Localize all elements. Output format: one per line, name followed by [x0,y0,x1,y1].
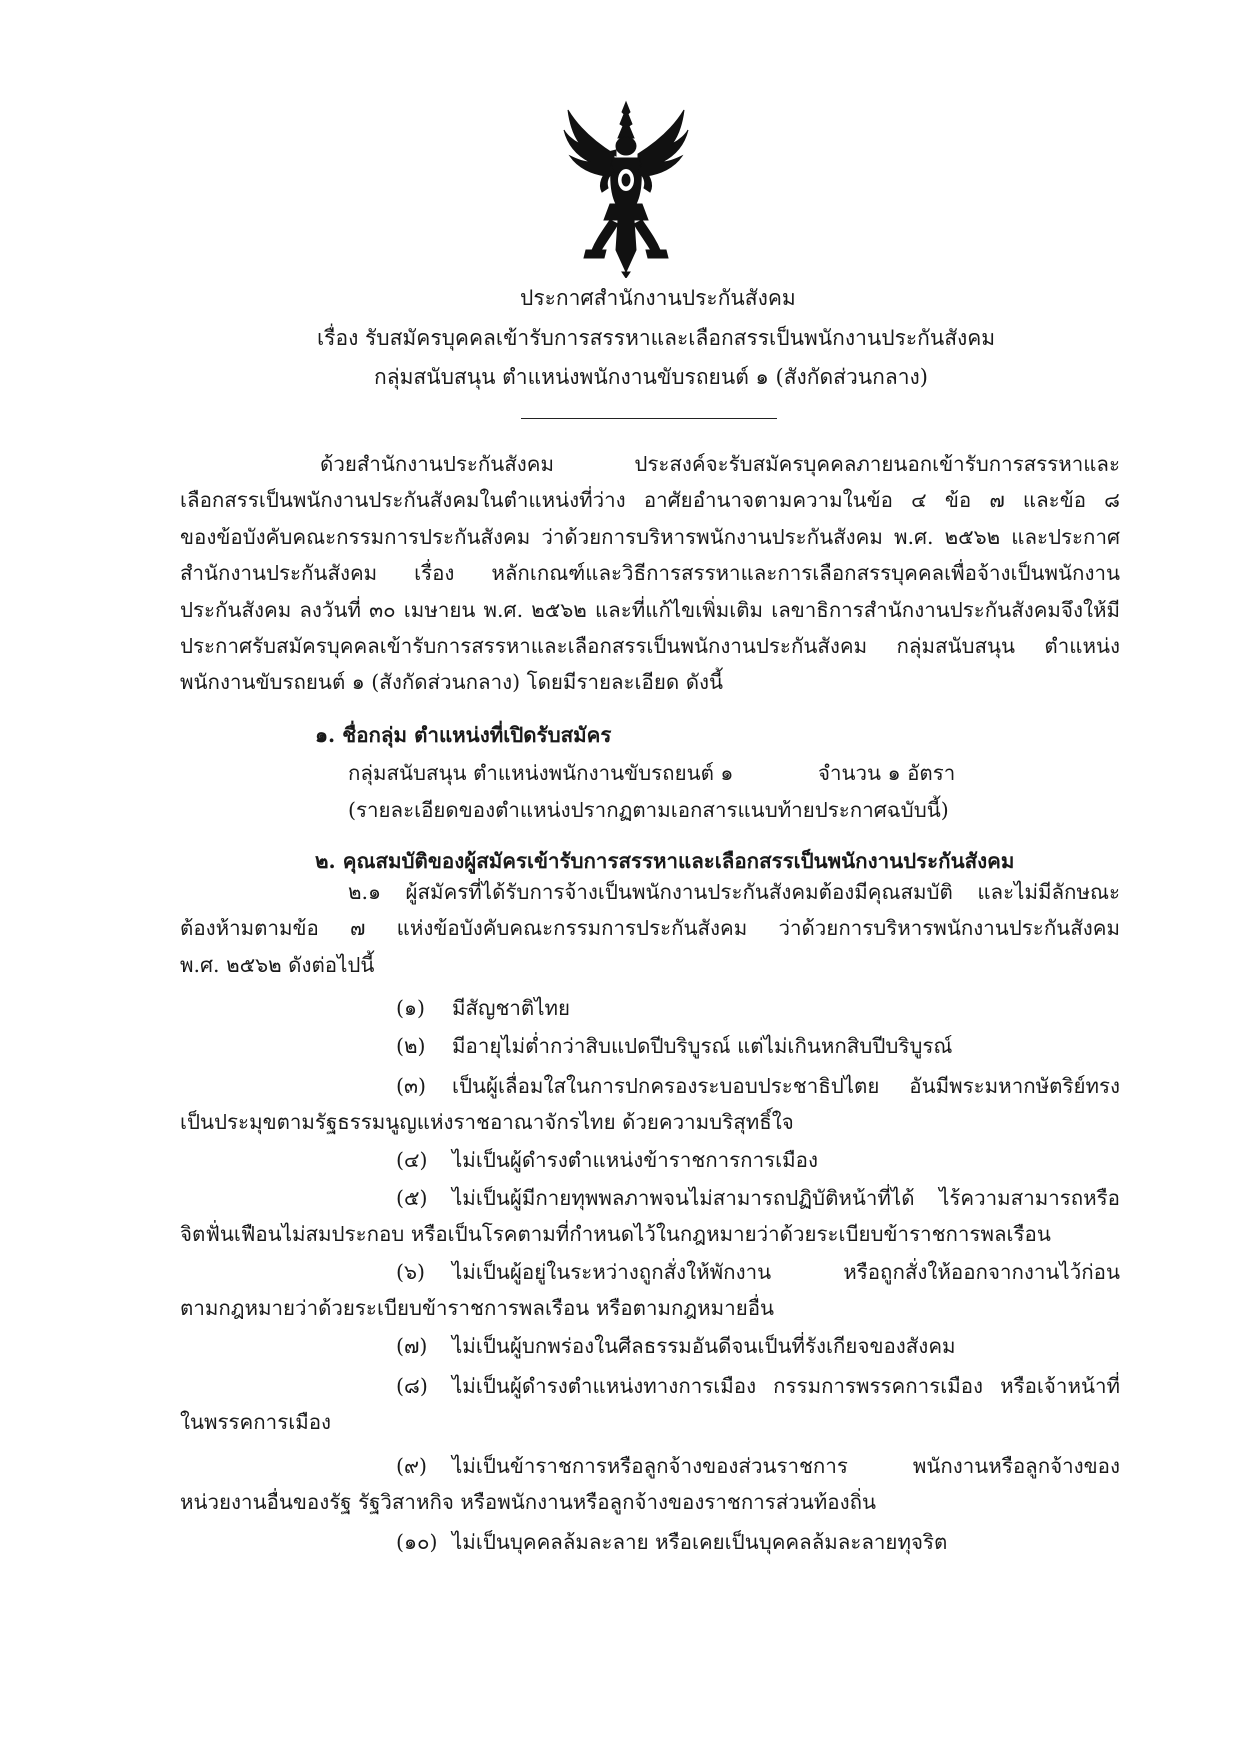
item-number: (๑๐) [396,1530,438,1554]
intro-line: ของข้อบังคับคณะกรรมการประกันสังคม ว่าด้วยการบริหารพนักงานประกันสังคม พ.ศ. ๒๕๖๒ และประกาศ [180,524,1120,549]
item-text: ไม่เป็นผู้มีกายทุพพลภาพจนไม่สามารถปฏิบัติหน้าที่ได้ ไร้ความสามารถหรือ [452,1186,1120,1210]
announcement-title: ประกาศสำนักงานประกันสังคม [520,286,796,310]
section-1-heading: ๑. ชื่อกลุ่ม ตำแหน่งที่เปิดรับสมัคร [315,723,612,747]
item-text: ไม่เป็นบุคคลล้มละลาย หรือเคยเป็นบุคคลล้มละลายทุจริต [452,1530,948,1554]
intro-line: ด้วยสำนักงานประกันสังคม ประสงค์จะรับสมัครบุคคลภายนอกเข้ารับการสรรหาและ [320,452,1120,476]
header-divider [521,418,777,419]
item-text: ไม่เป็นผู้บกพร่องในศีลธรรมอันดีจนเป็นที่รังเกียจของสังคม [452,1334,956,1358]
item-text: ไม่เป็นผู้ดำรงตำแหน่งทางการเมือง กรรมการพรรคการเมือง หรือเจ้าหน้าที่ [452,1374,1120,1398]
section-2-intro [180,874,1120,983]
section-2-intro-line: ๒.๑ ผู้สมัครที่ได้รับการจ้างเป็นพนักงานประกันสังคมต้องมีคุณสมบัติ และไม่มีลักษณะ [348,880,1120,904]
intro-paragraph [180,446,1120,701]
section-1-note: (รายละเอียดของตำแหน่งปรากฏตามเอกสารแนบท้ายประกาศฉบับนี้) [348,798,949,822]
item-text: เป็นผู้เลื่อมใสในการปกครองระบอบประชาธิปไตย อันมีพระมหากษัตริย์ทรง [452,1074,1120,1098]
intro-line: ประกาศรับสมัครบุคคลเข้ารับการสรรหาและเลือกสรรเป็นพนักงานประกันสังคม กลุ่มสนับสนุน ตำแหน่ง [180,634,1120,659]
item-text: ไม่เป็นข้าราชการหรือลูกจ้างของส่วนราชการ พนักงานหรือลูกจ้างของ [452,1454,1120,1478]
qualification-item [180,1328,1120,1364]
intro-line: สำนักงานประกันสังคม เรื่อง หลักเกณฑ์และวิธีการสรรหาและการเลือกสรรบุคคลเพื่อจ้างเป็นพนักงาน [180,561,1120,586]
item-number: (๗) [396,1334,428,1358]
qualification-item [180,1180,1120,1253]
item-number: (๖) [396,1260,426,1284]
subject-text: รับสมัครบุคคลเข้ารับการสรรหาและเลือกสรรเป็นพนักงานประกันสังคม [365,326,996,350]
item-number: (๑) [396,996,426,1020]
item-text-continued: ตามกฎหมายว่าด้วยระเบียบข้าราชการพลเรือน หรือตามกฎหมายอื่น [180,1296,775,1321]
qualification-item [180,1524,1120,1560]
item-text: มีอายุไม่ต่ำกว่าสิบแปดปีบริบูรณ์ แต่ไม่เกินหกสิบปีบริบูรณ์ [452,1034,953,1058]
qualification-item [180,990,1120,1026]
item-text-continued: หน่วยงานอื่นของรัฐ รัฐวิสาหกิจ หรือพนักงานหรือลูกจ้างของราชการส่วนท้องถิ่น [180,1490,877,1515]
item-text-continued: เป็นประมุขตามรัฐธรรมนูญแห่งราชอาณาจักรไทย ด้วยความบริสุทธิ์ใจ [180,1110,794,1135]
qualification-item [180,1254,1120,1327]
section-2-intro-line: พ.ศ. ๒๕๖๒ ดังต่อไปนี้ [180,952,375,977]
item-text: ไม่เป็นผู้ดำรงตำแหน่งข้าราชการการเมือง [452,1148,818,1172]
intro-line: ประกันสังคม ลงวันที่ ๓๐ เมษายน พ.ศ. ๒๕๖๒ และที่แก้ไขเพิ่มเติม เลขาธิการสำนักงานประกันสังคมจึงให้มี [180,597,1120,622]
item-text-continued: ในพรรคการเมือง [180,1410,332,1435]
intro-line: เลือกสรรเป็นพนักงานประกันสังคมในตำแหน่งที่ว่าง อาศัยอำนาจตามความในข้อ ๔ ข้อ ๗ และข้อ ๘ [180,488,1120,513]
item-number: (๔) [396,1148,428,1172]
item-text: ไม่เป็นผู้อยู่ในระหว่างถูกสั่งให้พักงาน หรือถูกสั่งให้ออกจากงานไว้ก่อน [452,1260,1120,1284]
qualification-item [180,1368,1120,1441]
section-1-count: จำนวน ๑ อัตรา [818,761,956,785]
item-number: (๒) [396,1034,426,1058]
qualification-item [180,1068,1120,1141]
item-number: (๕) [396,1186,428,1210]
section-2-heading: ๒. คุณสมบัติของผู้สมัครเข้ารับการสรรหาและเลือกสรรเป็นพนักงานประกันสังคม [315,849,1015,873]
section-2-intro-line: ต้องห้ามตามข้อ ๗ แห่งข้อบังคับคณะกรรมการประกันสังคม ว่าด้วยการบริหารพนักงานประกันสังคม [180,916,1120,941]
garuda-emblem-icon [562,100,690,278]
qualification-item [180,1448,1120,1521]
item-number: (๓) [396,1074,427,1098]
announcement-subtitle: กลุ่มสนับสนุน ตำแหน่งพนักงานขับรถยนต์ ๑ (สังกัดส่วนกลาง) [374,365,928,389]
item-text: มีสัญชาติไทย [452,996,571,1020]
qualification-item [180,1028,1120,1064]
intro-line: พนักงานขับรถยนต์ ๑ (สังกัดส่วนกลาง) โดยมีรายละเอียด ดังนี้ [180,670,724,695]
section-1-position: กลุ่มสนับสนุน ตำแหน่งพนักงานขับรถยนต์ ๑ [348,761,734,785]
qualification-item [180,1142,1120,1178]
subject-label: เรื่อง [317,326,359,350]
item-number: (๘) [396,1374,428,1398]
item-number: (๙) [396,1454,428,1478]
item-text-continued: จิตฟั่นเฟือนไม่สมประกอบ หรือเป็นโรคตามที่กำหนดไว้ในกฎหมายว่าด้วยระเบียบข้าราชการพลเรือน [180,1222,1051,1247]
announcement-subject [317,323,995,353]
